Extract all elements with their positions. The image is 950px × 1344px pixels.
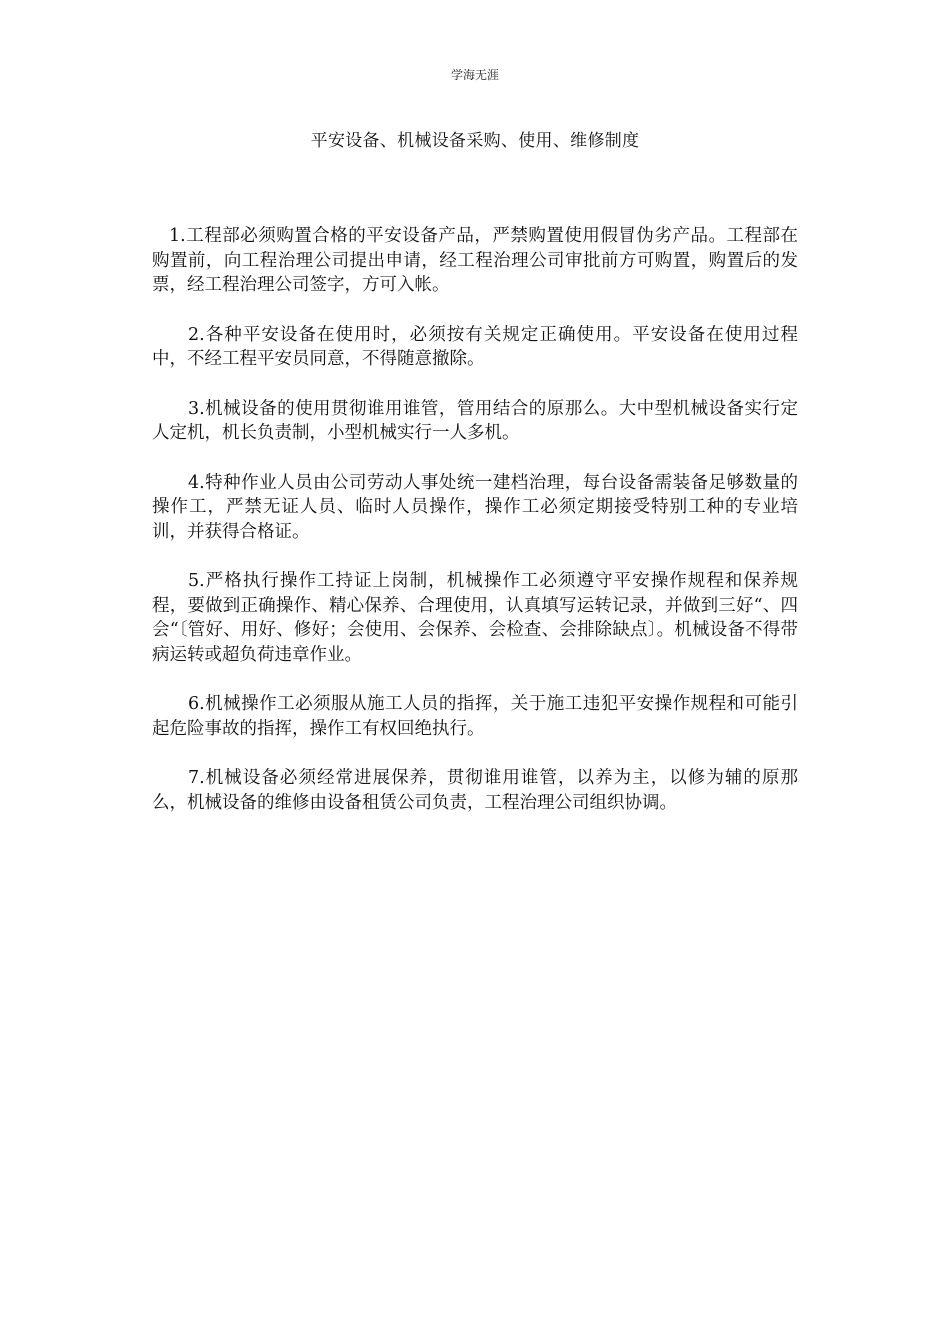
paragraph-3: 3.机械设备的使用贯彻谁用谁管，管用结合的原那么。大中型机械设备实行定人定机，机长负责制，小型机械实行一人多机。: [152, 398, 798, 443]
paragraph-5: 5.严格执行操作工持证上岗制，机械操作工必须遵守平安操作规程和保养规程，要做到正确操作、精心保养、合理使用，认真填写运转记录，并做到三好“、四会“〔管好、用好、修好；会使用、会保养、会检查、会排除缺点〕。机械设备不得带病运转或超负荷违章作业。: [152, 571, 798, 665]
document-body: [152, 224, 798, 840]
paragraph-6: 6.机械操作工必须服从施工人员的指挥，关于施工违犯平安操作规程和可能引起危险事故的指挥，操作工有权回绝执行。: [152, 694, 798, 739]
paragraph-2: 2.各种平安设备在使用时，必须按有关规定正确使用。平安设备在使用过程中，不经工程平安员同意，不得随意撤除。: [152, 324, 798, 369]
page-header: 学海无涯: [450, 68, 499, 82]
paragraph-1: 1.工程部必须购置合格的平安设备产品，严禁购置使用假冒伪劣产品。工程部在购置前，向工程治理公司提出申请，经工程治理公司审批前方可购置，购置后的发票，经工程治理公司签字，方可入帐。: [152, 226, 798, 295]
paragraph-7: 7.机械设备必须经常进展保养，贯彻谁用谁管，以养为主，以修为辅的原那么，机械设备的维修由设备租赁公司负责，工程治理公司组织协调。: [152, 768, 798, 813]
document-title: 平安设备、机械设备采购、使用、维修制度: [310, 131, 640, 151]
paragraph-4: 4.特种作业人员由公司劳动人事处统一建档治理，每台设备需装备足够数量的操作工，严禁无证人员、临时人员操作，操作工必须定期接受特别工种的专业培训，并获得合格证。: [152, 472, 798, 542]
